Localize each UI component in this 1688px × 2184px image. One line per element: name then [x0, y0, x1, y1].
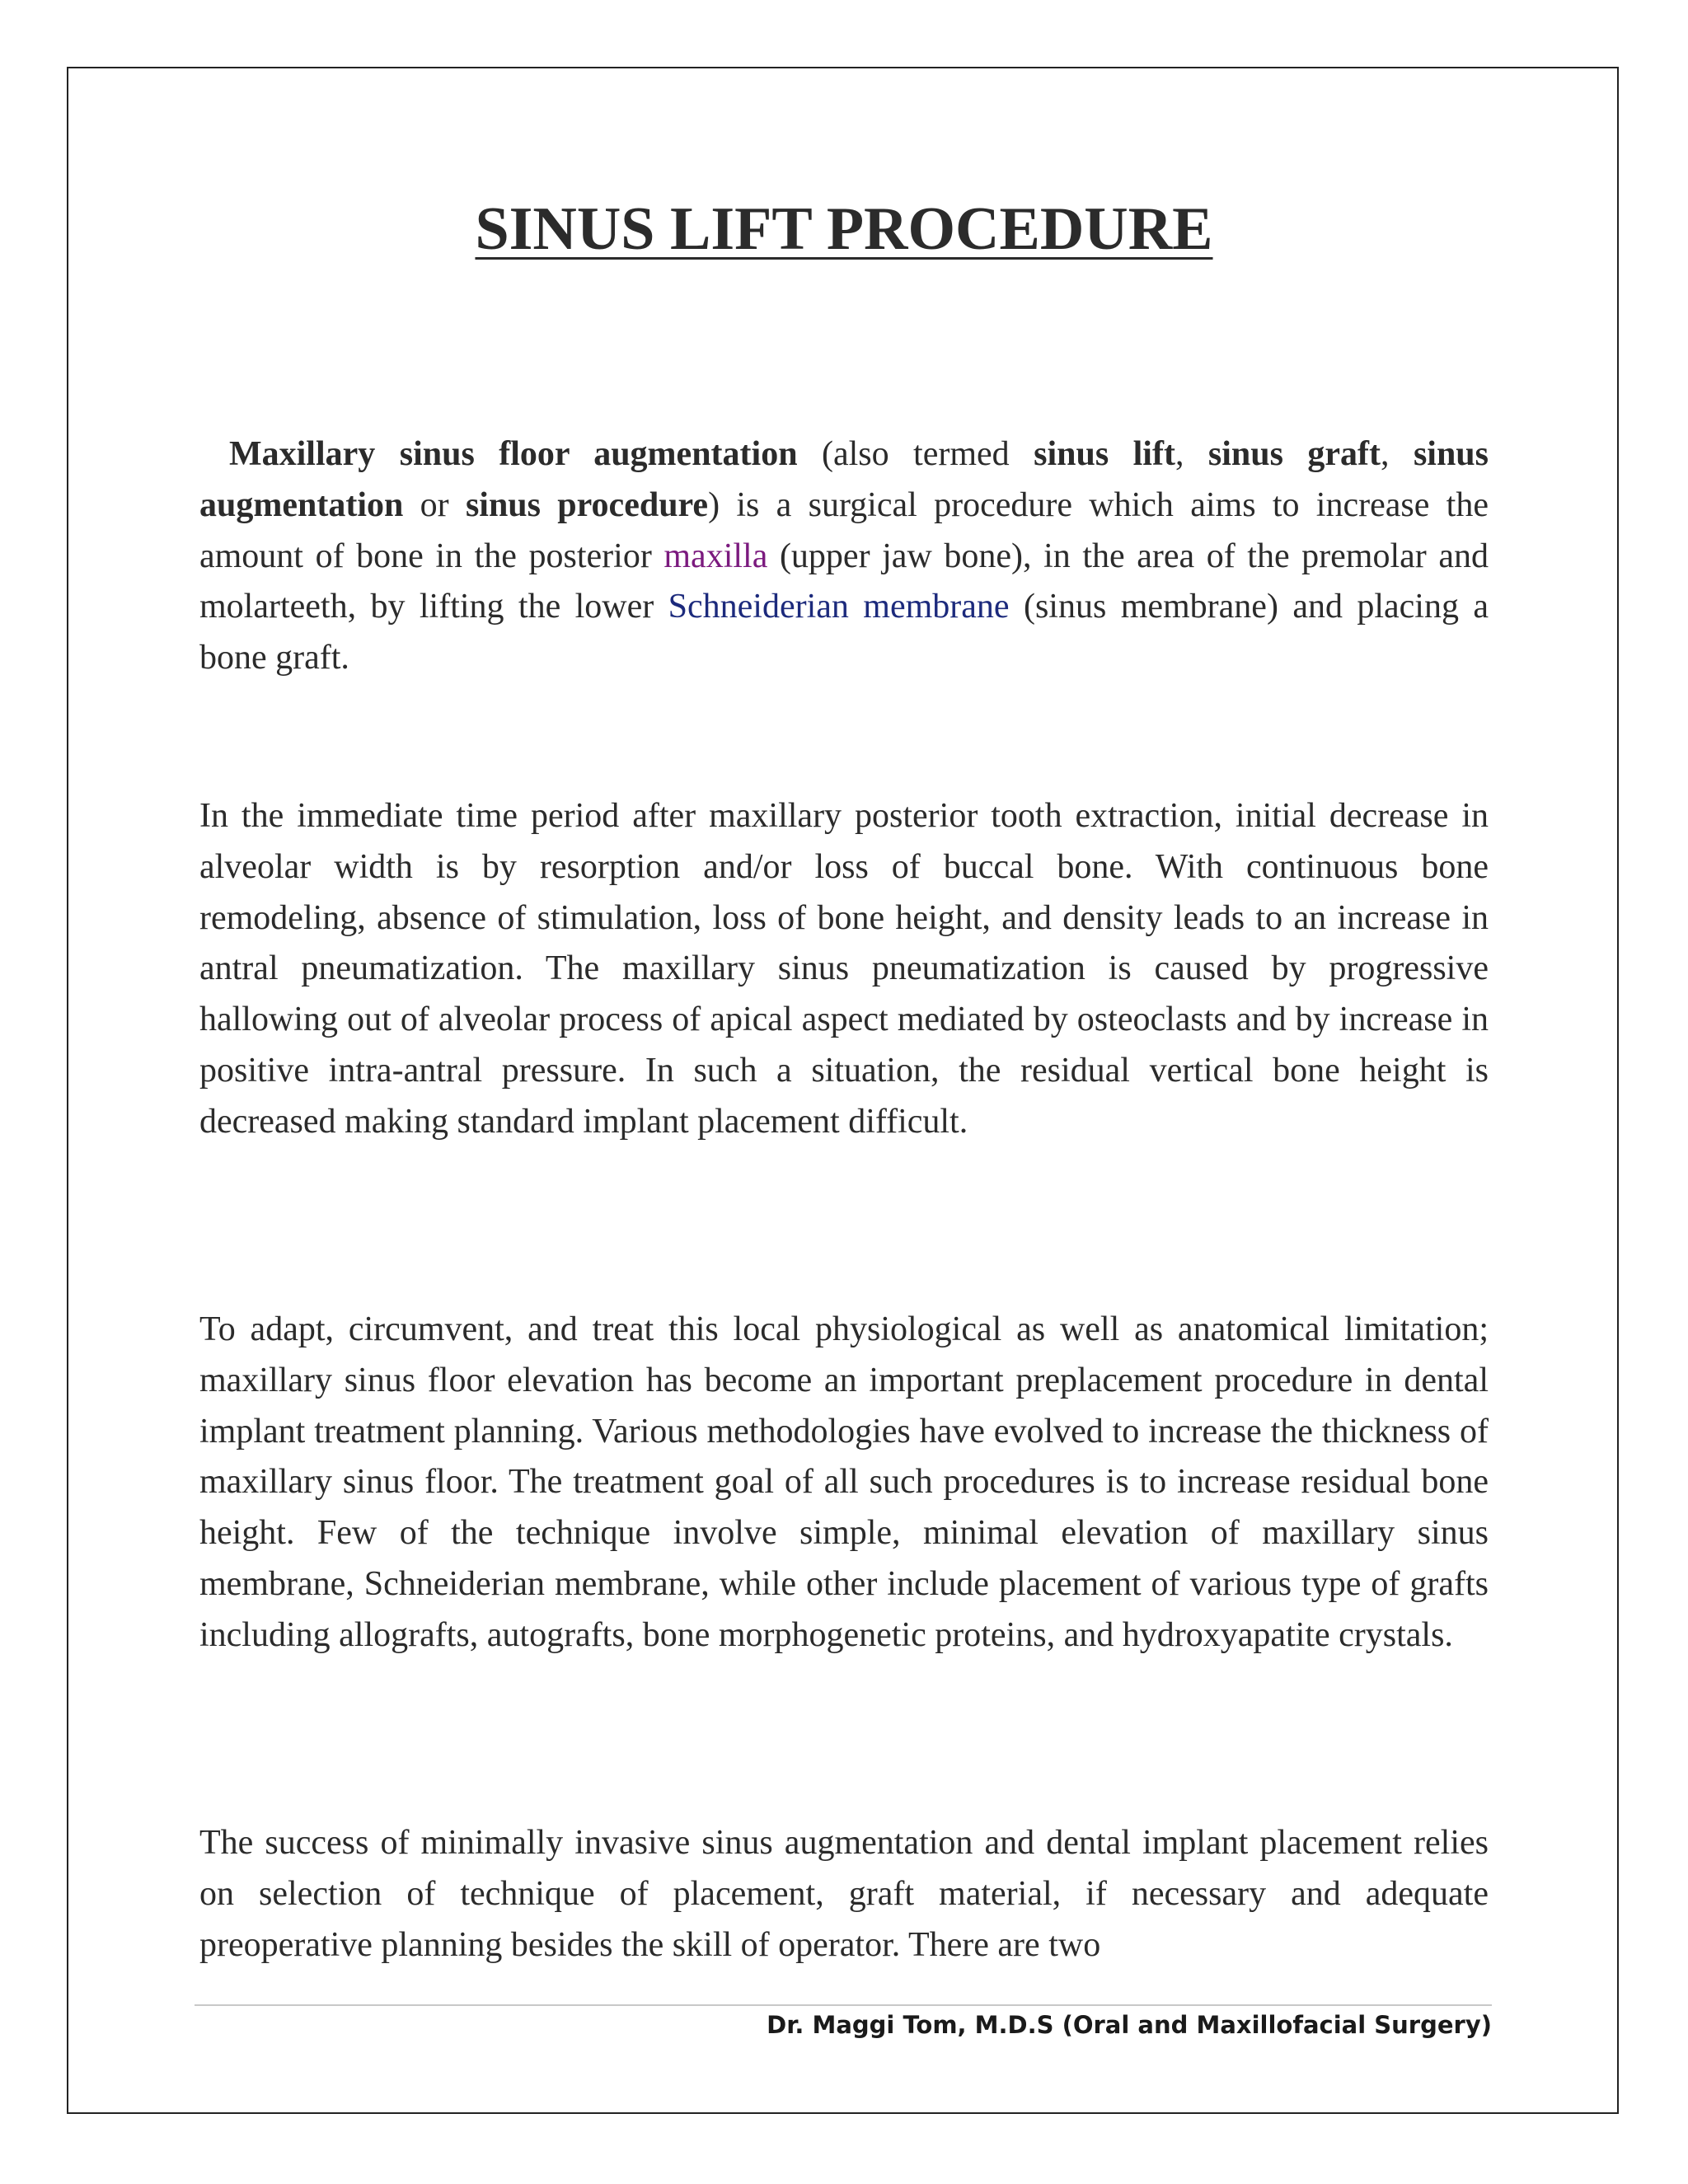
footer-author: Dr. Maggi Tom, M.D.S (Oral and Maxillofacial Surgery): [767, 2011, 1492, 2039]
intro-paragraph: [199, 429, 1489, 684]
text-segment: (upper jaw bone), in the area of the premolar and molarteeth, by lifting the lower: [199, 537, 1489, 626]
text-segment: or: [403, 485, 466, 524]
maxilla-link[interactable]: maxilla: [663, 537, 768, 575]
text-segment: ,: [1175, 435, 1208, 473]
page-title: [0, 196, 1688, 263]
alt-term-sinus-graft: sinus graft: [1207, 435, 1381, 473]
term-bold: Maxillary sinus floor augmentation: [229, 435, 798, 473]
text-segment: (also termed: [797, 435, 1034, 473]
text-segment: ) is a surgical procedure which aims to increase the amount of bone in the posterior: [199, 485, 1489, 575]
body-paragraph-4: The success of minimally invasive sinus augmentation and dental implant placement relies on selection of technique of placement, graft material, if necessary and adequate preoperative planning besides the skill of operator. There are two: [199, 1824, 1489, 1964]
alt-term-sinus-procedure: sinus procedure: [465, 485, 709, 524]
footer-divider: [195, 2004, 1492, 2006]
body-paragraph-2: In the immediate time period after maxillary posterior tooth extraction, initial decrease in alveolar width is by resorption and/or loss of buccal bone. With continuous bone remodeling, absence of stimulation, loss of bone height, and density leads to an increase in antral pneumatization. The maxillary sinus pneumatization is caused by progressive hallowing out of alveolar process of apical aspect mediated by osteoclasts and by increase in positive intra-antral pressure. In such a situation, the residual vertical bone height is decreased making standard implant placement difficult.: [199, 797, 1489, 1141]
alt-term-sinus-lift: sinus lift: [1034, 435, 1175, 473]
schneiderian-membrane-link[interactable]: Schneiderian membrane: [668, 588, 1010, 626]
text-segment: ,: [1381, 435, 1414, 473]
text-segment: (sinus membrane) and placing a bone graft.: [199, 588, 1489, 677]
page-title-text: SINUS LIFT PROCEDURE: [475, 195, 1213, 263]
body-paragraph-3: To adapt, circumvent, and treat this local physiological as well as anatomical limitation; maxillary sinus floor elevation has become an important preplacement procedure in dental implant treatment planning. Various methodologies have evolved to increase the thickness of maxillary sinus floor. The treatment goal of all such procedures is to increase residual bone height. Few of the technique involve simple, minimal elevation of maxillary sinus membrane, Schneiderian membrane, while other include placement of various type of grafts including allografts, autografts, bone morphogenetic proteins, and hydroxyapatite crystals.: [199, 1310, 1489, 1654]
alt-term-sinus-augmentation: sinus augmentation: [199, 435, 1489, 524]
